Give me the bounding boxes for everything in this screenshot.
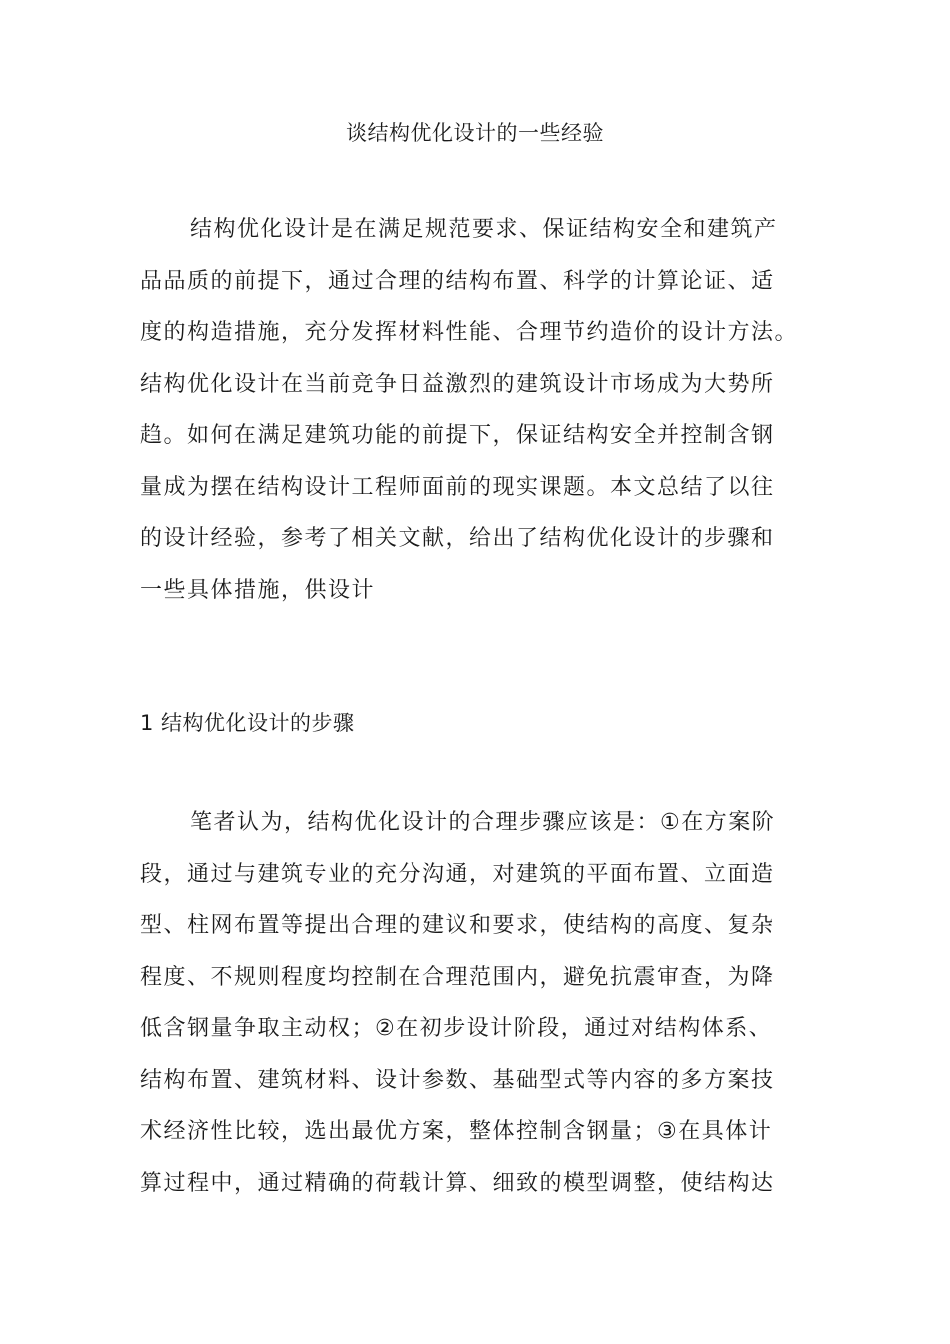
paragraph-line: 型、柱网布置等提出合理的建议和要求，使结构的高度、复杂 (140, 913, 775, 938)
document-title: 谈结构优化设计的一些经验 (346, 121, 604, 145)
paragraph-line: 程度、不规则程度均控制在合理范围内，避免抗震审查，为降 (140, 964, 775, 990)
paragraph-line: 一些具体措施，供设计 (140, 577, 376, 603)
paragraph-line: 趋。如何在满足建筑功能的前提下，保证结构安全并控制含钢 (140, 423, 775, 448)
paragraph-line: 段，通过与建筑专业的充分沟通，对建筑的平面布置、立面造 (140, 861, 775, 887)
paragraph-line: 算过程中，通过精确的荷载计算、细致的模型调整，使结构达 (140, 1170, 775, 1196)
paragraph-line: 结构优化设计在当前竞争日益激烈的建筑设计市场成为大势所 (140, 371, 775, 397)
paragraph-line: 度的构造措施，充分发挥材料性能、合理节约造价的设计方法。 (140, 320, 799, 345)
paragraph-line: 笔者认为，结构优化设计的合理步骤应该是：①在方案阶 (190, 810, 776, 835)
paragraph-line: 结构布置、建筑材料、设计参数、基础型式等内容的多方案技 (140, 1067, 775, 1093)
paragraph-line: 品品质的前提下，通过合理的结构布置、科学的计算论证、适 (140, 268, 775, 294)
paragraph-line: 低含钢量争取主动权；②在初步设计阶段，通过对结构体系、 (140, 1016, 773, 1041)
section-1-paragraph (140, 797, 820, 1209)
section-heading: 1 结构优化设计的步骤 (140, 711, 355, 735)
intro-paragraph (140, 204, 820, 616)
paragraph-line: 量成为摆在结构设计工程师面前的现实课题。本文总结了以往 (140, 474, 775, 500)
paragraph-line: 结构优化设计是在满足规范要求、保证结构安全和建筑产 (190, 217, 778, 242)
paragraph-line: 术经济性比较，选出最优方案，整体控制含钢量；③在具体计 (140, 1119, 773, 1144)
paragraph-line: 的设计经验，参考了相关文献，给出了结构优化设计的步骤和 (140, 526, 775, 551)
